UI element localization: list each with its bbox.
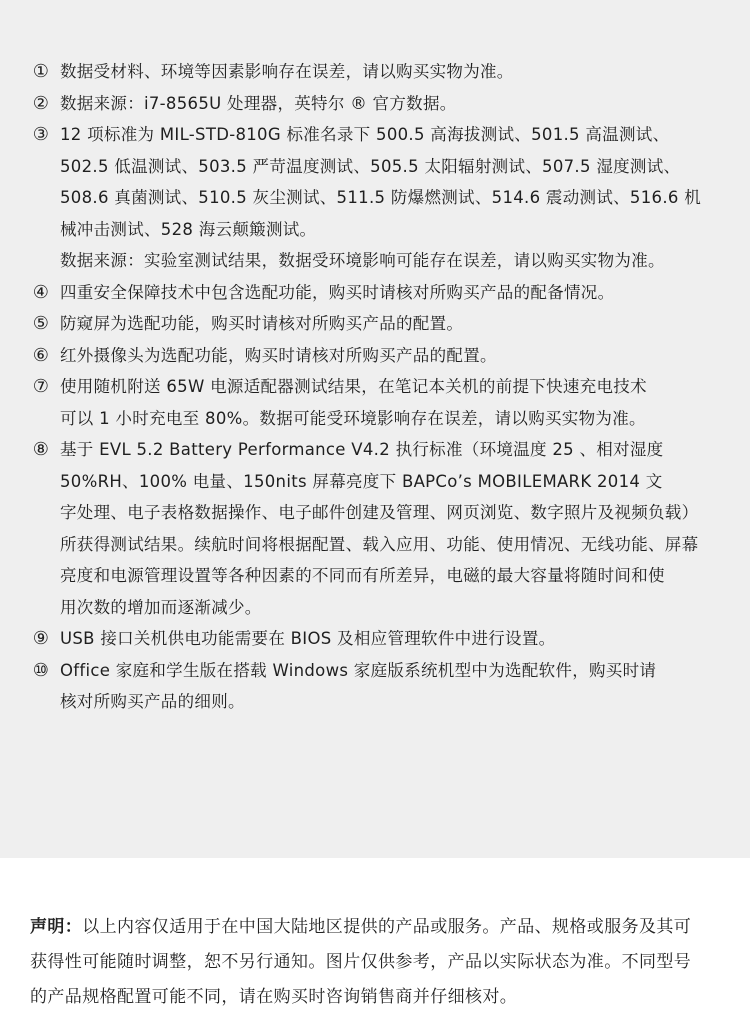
footnote-text-line: Office 家庭和学生版在搭载 Windows 家庭版系统机型中为选配软件，购买时请	[60, 660, 657, 680]
footnote-text-line: 用次数的增加而逐渐减少。	[60, 597, 262, 617]
footnote-text-line: 基于 EVL 5.2 Battery Performance V4.2 执行标准（环境温度 25 、相对湿度	[60, 440, 664, 459]
declaration-text-line	[30, 910, 722, 945]
footnote-text-line: 亮度和电源管理设置等各种因素的不同而有所差异，电磁的最大容量将随时间和使	[60, 566, 665, 585]
declaration-text: 以上内容仅适用于在中国大陆地区提供的产品或服务。产品、规格或服务及其可	[82, 917, 692, 937]
footnote-marker: ①	[32, 61, 50, 82]
footnote-text-line: 12 项标准为 MIL-STD-810G 标准名录下 500.5 高海拔测试、501.5 高温测试、	[60, 125, 670, 144]
footnote-text-line: 使用随机附送 65W 电源适配器测试结果，在笔记本关机的前提下快速充电技术	[60, 377, 647, 396]
footnote-item	[0, 623, 750, 655]
footnote-marker: ⑥	[32, 344, 50, 366]
footnote-text-line: 红外摄像头为选配功能，购买时请核对所购买产品的配置。	[60, 345, 497, 365]
footnote-item	[0, 308, 750, 340]
footnote-text-line: 可以 1 小时充电至 80%。数据可能受环境影响存在误差，请以购买实物为准。	[60, 408, 646, 428]
footnote-text-line: 508.6 真菌测试、510.5 灰尘测试、511.5 防爆燃测试、514.6 震动测试、516.6 机	[60, 188, 702, 207]
footnote-marker: ④	[32, 281, 50, 303]
declaration-text-line: 的产品规格配置可能不同，请在购买时咨询销售商并仔细核对。	[30, 987, 518, 1007]
footnote-text-line: 四重安全保障技术中包含选配功能，购买时请核对所购买产品的配备情况。	[60, 282, 615, 302]
footnote-item	[0, 371, 750, 434]
footnote-item	[0, 340, 750, 372]
footnote-item	[0, 88, 750, 120]
declaration-section	[0, 858, 750, 1015]
footnote-text-line: 械冲击测试、528 海云颠簸测试。	[60, 219, 317, 239]
declaration-label: 声明：	[30, 917, 83, 937]
footnote-marker: ⑤	[32, 313, 50, 334]
footnote-text-line: 核对所购买产品的细则。	[60, 692, 245, 711]
footnote-marker: ⑧	[32, 439, 50, 460]
footnote-text-line: 502.5 低温测试、503.5 严苛温度测试、505.5 太阳辐射测试、507.5 湿度测试、	[60, 156, 681, 176]
footnote-marker: ③	[32, 124, 50, 145]
footnote-item	[0, 56, 750, 88]
footnote-text-line: 数据来源：i7-8565U 处理器，英特尔 ® 官方数据。	[60, 93, 457, 113]
footnote-text-line: 防窥屏为选配功能，购买时请核对所购买产品的配置。	[60, 314, 464, 333]
footnote-text-line: 50%RH、100% 电量、150nits 屏幕亮度下 BAPCo’s MOBILEMARK 2014 文	[60, 471, 663, 491]
footnote-marker: ②	[32, 92, 50, 114]
footnote-item	[0, 277, 750, 309]
footnote-text-line: 字处理、电子表格数据操作、电子邮件创建及管理、网页浏览、数字照片及视频负载）	[60, 503, 699, 522]
footnote-text-line: 所获得测试结果。续航时间将根据配置、载入应用、功能、使用情况、无线功能、屏幕	[60, 534, 699, 554]
footnote-marker: ⑩	[32, 659, 50, 681]
declaration-text-line: 获得性可能随时调整，恕不另行通知。图片仅供参考，产品以实际状态为准。不同型号	[30, 952, 692, 972]
footnote-text-line: 数据来源：实验室测试结果，数据受环境影响可能存在误差，请以购买实物为准。	[60, 251, 665, 270]
footnote-text-line: USB 接口关机供电功能需要在 BIOS 及相应管理软件中进行设置。	[60, 629, 556, 648]
footnote-text-line: 数据受材料、环境等因素影响存在误差，请以购买实物为准。	[60, 62, 514, 81]
footnote-item	[0, 434, 750, 623]
footnote-item	[0, 655, 750, 718]
footnote-marker: ⑨	[32, 628, 50, 649]
footnote-marker: ⑦	[32, 376, 50, 397]
footnote-item	[0, 119, 750, 277]
